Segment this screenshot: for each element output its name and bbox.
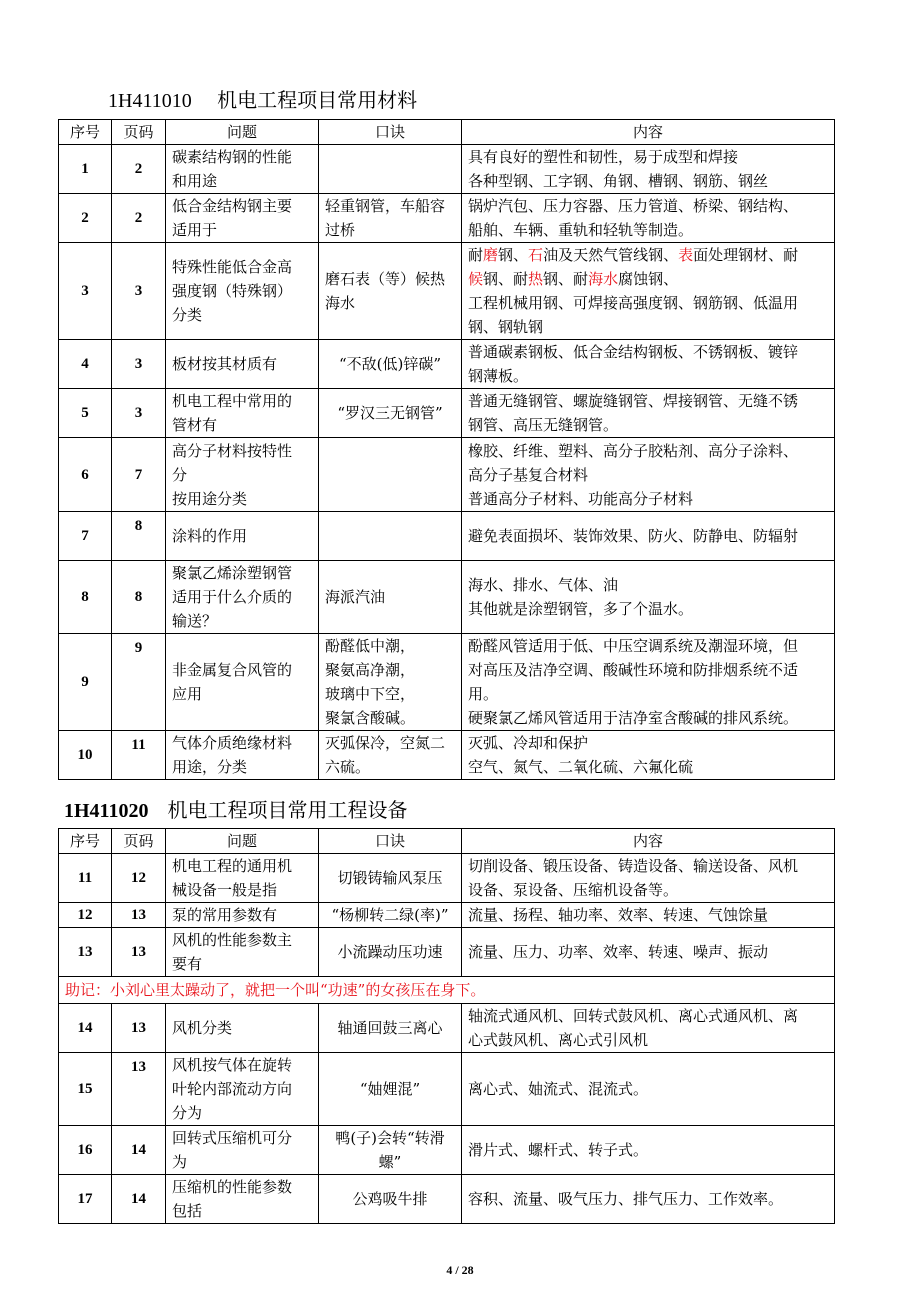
cell-line: “杨柳转二绿(率)” xyxy=(331,906,449,924)
table-row xyxy=(59,731,835,780)
column-header: 序号 xyxy=(59,120,112,145)
cell-line: 切锻铸输风泵压 xyxy=(337,869,443,887)
content-cell xyxy=(462,512,835,561)
cell-line xyxy=(468,267,828,291)
cell-line: 心式鼓风机、离心式引风机 xyxy=(468,1031,649,1049)
section-name: 机电工程项目常用材料 xyxy=(217,88,418,112)
row-number: 7 xyxy=(59,512,112,561)
cell-line: 回转式压缩机可分 xyxy=(172,1129,293,1147)
question-cell xyxy=(166,1175,319,1224)
page-ref: 14 xyxy=(112,1175,166,1224)
section-code: 1H411020 xyxy=(64,800,149,822)
cell-line: 硬聚氯乙烯风管适用于洁净室含酸碱的排风系统。 xyxy=(468,709,799,727)
column-header: 口诀 xyxy=(319,829,462,854)
text-span: 面处理钢材、耐 xyxy=(693,246,799,264)
content-cell xyxy=(462,389,835,438)
table-header xyxy=(59,829,835,854)
cell-line: 为 xyxy=(172,1153,188,1171)
mnemonic-cell xyxy=(319,194,462,243)
row-number: 13 xyxy=(59,928,112,977)
table-row xyxy=(59,438,835,512)
cell-line: 输送？ xyxy=(172,612,218,630)
cell-line: 避免表面损坏、装饰效果、防火、防静电、防辐射 xyxy=(468,527,799,545)
cell-line: 涂料的作用 xyxy=(172,527,248,545)
cell-line: 六硫。 xyxy=(325,758,371,776)
cell-line: 滑片式、螺杆式、转子式。 xyxy=(468,1141,649,1159)
memo-note: 助记：小刘心里太躁动了，就把一个叫“功速”的女孩压在身下。 xyxy=(59,977,835,1004)
cell-line: 玻璃中下空， xyxy=(325,685,416,703)
content-cell xyxy=(462,854,835,903)
cell-line: 流量、扬程、轴功率、效率、转速、气蚀馀量 xyxy=(468,906,769,924)
column-header: 页码 xyxy=(112,120,166,145)
content-cell xyxy=(462,634,835,731)
row-number: 1 xyxy=(59,145,112,194)
table-header xyxy=(59,120,835,145)
table-row xyxy=(59,145,835,194)
table-row xyxy=(59,1053,835,1126)
cell-line: 压缩机的性能参数 xyxy=(172,1178,293,1196)
cell-line: 磨石表（等）候热 xyxy=(325,270,446,288)
cell-line: 钢薄板。 xyxy=(468,367,529,385)
page-ref: 13 xyxy=(112,928,166,977)
cell-line: 应用 xyxy=(172,685,203,703)
table-row xyxy=(59,634,835,731)
mnemonic-cell xyxy=(319,389,462,438)
cell-line: 其他就是涂塑钢管，多了个温水。 xyxy=(468,600,694,618)
cell-line: 风机分类 xyxy=(172,1019,233,1037)
row-number: 3 xyxy=(59,243,112,340)
mnemonic-cell xyxy=(319,1126,462,1175)
cell-line: 流量、压力、功率、效率、转速、噪声、振动 xyxy=(468,943,769,961)
row-number: 14 xyxy=(59,1004,112,1053)
cell-line: 碳素结构钢的性能 xyxy=(172,148,293,166)
content-cell xyxy=(462,928,835,977)
cell-line: 钢、钢轨钢 xyxy=(468,318,544,336)
row-number: 2 xyxy=(59,194,112,243)
cell-line: 灭弧、冷却和保护 xyxy=(468,734,589,752)
content-cell xyxy=(462,731,835,780)
cell-line: 过桥 xyxy=(325,221,356,239)
question-cell xyxy=(166,340,319,389)
mnemonic-cell xyxy=(319,512,462,561)
cell-line: 分为 xyxy=(172,1104,203,1122)
cell-line: 海水 xyxy=(325,294,356,312)
cell-line: 用。 xyxy=(468,685,499,703)
cell-line: 适用于什么介质的 xyxy=(172,588,293,606)
column-header: 序号 xyxy=(59,829,112,854)
cell-line: 强度钢（特殊钢） xyxy=(172,282,293,300)
question-cell xyxy=(166,1053,319,1126)
cell-line: 管材有 xyxy=(172,416,218,434)
row-number: 5 xyxy=(59,389,112,438)
materials-table xyxy=(58,119,835,780)
question-cell xyxy=(166,928,319,977)
section-title-materials xyxy=(108,84,417,113)
question-cell xyxy=(166,194,319,243)
cell-line: 螺” xyxy=(378,1153,402,1171)
cell-line: 适用于 xyxy=(172,221,218,239)
highlight-char: 磨 xyxy=(483,246,499,264)
cell-line: 特殊性能低合金高 xyxy=(172,258,293,276)
row-number: 10 xyxy=(59,731,112,780)
cell-line: 风机按气体在旋转 xyxy=(172,1056,293,1074)
cell-line: 机电工程的通用机 xyxy=(172,857,293,875)
page-ref: 14 xyxy=(112,1126,166,1175)
cell-line: 切削设备、锻压设备、铸造设备、输送设备、风机 xyxy=(468,857,799,875)
mnemonic-cell xyxy=(319,903,462,928)
content-cell xyxy=(462,194,835,243)
row-number: 16 xyxy=(59,1126,112,1175)
cell-line: 普通碳素钢板、低合金结构钢板、不锈钢板、镀锌 xyxy=(468,343,799,361)
question-cell xyxy=(166,561,319,634)
content-cell xyxy=(462,340,835,389)
cell-line: 板材按其材质有 xyxy=(172,355,278,373)
cell-line: 各种型钢、工字钢、角钢、槽钢、钢筋、钢丝 xyxy=(468,172,769,190)
mnemonic-cell xyxy=(319,145,462,194)
question-cell xyxy=(166,438,319,512)
page-ref: 8 xyxy=(112,561,166,634)
page-ref: 3 xyxy=(112,389,166,438)
row-number: 4 xyxy=(59,340,112,389)
highlight-char: 石 xyxy=(528,246,544,264)
mnemonic-cell xyxy=(319,340,462,389)
cell-line: 酚醛风管适用于低、中压空调系统及潮湿环境，但 xyxy=(468,637,799,655)
cell-line: 设备、泵设备、压缩机设备等。 xyxy=(468,881,679,899)
cell-line: 聚氨高净潮， xyxy=(325,661,416,679)
cell-line: 用途，分类 xyxy=(172,758,248,776)
content-cell xyxy=(462,1004,835,1053)
table-row xyxy=(59,1126,835,1175)
table-row xyxy=(59,928,835,977)
section-name: 机电工程项目常用工程设备 xyxy=(167,798,408,822)
question-cell xyxy=(166,903,319,928)
text-span: 耐 xyxy=(468,246,484,264)
cell-line xyxy=(468,243,828,267)
cell-line: 具有良好的塑性和韧性，易于成型和焊接 xyxy=(468,148,739,166)
column-header: 口诀 xyxy=(319,120,462,145)
cell-line: “妯娌混” xyxy=(359,1080,421,1098)
row-number: 6 xyxy=(59,438,112,512)
section-code: 1H411010 xyxy=(108,90,192,112)
cell-line: 机电工程中常用的 xyxy=(172,392,293,410)
cell-line: 酚醛低中潮， xyxy=(325,637,416,655)
page-ref: 3 xyxy=(112,243,166,340)
column-header: 问题 xyxy=(166,829,319,854)
mnemonic-cell xyxy=(319,438,462,512)
highlight-char: 表 xyxy=(678,246,694,264)
page-ref: 2 xyxy=(112,145,166,194)
cell-line: 气体介质绝缘材料 xyxy=(172,734,293,752)
row-number: 8 xyxy=(59,561,112,634)
cell-line: 分类 xyxy=(172,306,203,324)
mnemonic-cell xyxy=(319,928,462,977)
highlight-char: 海水 xyxy=(588,270,619,288)
cell-line: 聚氯含酸碱。 xyxy=(325,709,416,727)
cell-line: 工程机械用钢、可焊接高强度钢、钢筋钢、低温用 xyxy=(468,294,799,312)
cell-line: 对高压及洁净空调、酸碱性环境和防排烟系统不适 xyxy=(468,661,799,679)
highlight-char: 候 xyxy=(468,270,484,288)
cell-line: 小流躁动压功速 xyxy=(337,943,443,961)
page-ref: 9 xyxy=(112,634,166,731)
table-row xyxy=(59,340,835,389)
content-cell xyxy=(462,243,835,340)
cell-line: 灭弧保冷，空氮二 xyxy=(325,734,446,752)
memo-row xyxy=(59,977,835,1004)
question-cell xyxy=(166,634,319,731)
mnemonic-cell xyxy=(319,1175,462,1224)
table-row xyxy=(59,194,835,243)
column-header: 内容 xyxy=(462,829,835,854)
table-row xyxy=(59,561,835,634)
cell-line: 高分子基复合材料 xyxy=(468,465,589,484)
cell-line: 轻重钢管，车船容 xyxy=(325,197,446,215)
cell-line: 按用途分类 xyxy=(172,489,248,508)
cell-line: 离心式、妯流式、混流式。 xyxy=(468,1080,649,1098)
row-number: 12 xyxy=(59,903,112,928)
page-ref: 3 xyxy=(112,340,166,389)
column-header: 问题 xyxy=(166,120,319,145)
row-number: 17 xyxy=(59,1175,112,1224)
cell-line: 锅炉汽包、压力容器、压力管道、桥梁、钢结构、 xyxy=(468,197,799,215)
page-ref: 8 xyxy=(112,512,166,561)
cell-line: 聚氯乙烯涂塑钢管 xyxy=(172,564,293,582)
cell-line: 钢管、高压无缝钢管。 xyxy=(468,416,619,434)
row-number: 15 xyxy=(59,1053,112,1126)
cell-line: “罗汉三无钢管” xyxy=(337,404,443,422)
table-row xyxy=(59,1175,835,1224)
cell-line: 械设备一般是指 xyxy=(172,881,278,899)
question-cell xyxy=(166,854,319,903)
table-row xyxy=(59,1004,835,1053)
question-cell xyxy=(166,1004,319,1053)
page-ref: 13 xyxy=(112,1004,166,1053)
cell-line: 低合金结构钢主要 xyxy=(172,197,293,215)
question-cell xyxy=(166,145,319,194)
cell-line: 风机的性能参数主 xyxy=(172,931,293,949)
content-cell xyxy=(462,903,835,928)
row-number: 11 xyxy=(59,854,112,903)
mnemonic-cell xyxy=(319,1053,462,1126)
table-row xyxy=(59,512,835,561)
cell-line: 鸭(子)会转“转滑 xyxy=(335,1129,445,1147)
question-cell xyxy=(166,389,319,438)
mnemonic-cell xyxy=(319,731,462,780)
mnemonic-cell xyxy=(319,243,462,340)
text-span: 腐蚀钢、 xyxy=(618,270,679,288)
mnemonic-cell xyxy=(319,561,462,634)
cell-line: 海派汽油 xyxy=(325,588,386,606)
cell-line: 普通高分子材料、功能高分子材料 xyxy=(468,489,694,508)
row-number: 9 xyxy=(59,634,112,731)
page-ref: 12 xyxy=(112,854,166,903)
content-cell xyxy=(462,561,835,634)
table-row xyxy=(59,389,835,438)
cell-line: 叶轮内部流动方向 xyxy=(172,1080,293,1098)
page-ref: 13 xyxy=(112,1053,166,1126)
cell-line: 轴流式通风机、回转式鼓风机、离心式通风机、离 xyxy=(468,1007,799,1025)
question-cell xyxy=(166,512,319,561)
mnemonic-cell xyxy=(319,1004,462,1053)
cell-line: 空气、氮气、二氧化硫、六氟化硫 xyxy=(468,758,694,776)
cell-line: 船舶、车辆、重轨和轻轨等制造。 xyxy=(468,221,694,239)
table-row xyxy=(59,903,835,928)
cell-line: 公鸡吸牛排 xyxy=(352,1190,428,1208)
text-span: 钢、 xyxy=(498,246,529,264)
page-number: 4 / 28 xyxy=(446,1263,474,1277)
column-header: 页码 xyxy=(112,829,166,854)
mnemonic-cell xyxy=(319,854,462,903)
question-cell xyxy=(166,243,319,340)
table-row xyxy=(59,854,835,903)
page-ref: 7 xyxy=(112,438,166,512)
page-ref: 13 xyxy=(112,903,166,928)
cell-line: 海水、排水、气体、油 xyxy=(468,576,619,594)
page-ref: 2 xyxy=(112,194,166,243)
cell-line: 橡胶、纤维、塑料、高分子胶粘剂、高分子涂料、 xyxy=(468,441,799,460)
cell-line: 非金属复合风管的 xyxy=(172,661,293,679)
text-span: 钢、耐 xyxy=(483,270,529,288)
equipment-table xyxy=(58,828,835,1224)
table-row xyxy=(59,243,835,340)
cell-line: 分 xyxy=(172,465,188,484)
question-cell xyxy=(166,1126,319,1175)
text-span: 钢、耐 xyxy=(543,270,589,288)
cell-line: 和用途 xyxy=(172,172,218,190)
cell-line: “不敌(低)锌碳” xyxy=(338,355,442,373)
cell-line: 高分子材料按特性 xyxy=(172,441,293,460)
content-cell xyxy=(462,145,835,194)
text-span: 油及天然气管线钢、 xyxy=(543,246,679,264)
cell-line: 包括 xyxy=(172,1202,203,1220)
cell-line: 普通无缝钢管、螺旋缝钢管、焊接钢管、无缝不锈 xyxy=(468,392,799,410)
content-cell xyxy=(462,1053,835,1126)
highlight-char: 热 xyxy=(528,270,544,288)
content-cell xyxy=(462,438,835,512)
cell-line: 泵的常用参数有 xyxy=(172,906,278,924)
cell-line: 容积、流量、吸气压力、排气压力、工作效率。 xyxy=(468,1190,784,1208)
column-header: 内容 xyxy=(462,120,835,145)
cell-line: 轴通回鼓三离心 xyxy=(337,1019,443,1037)
question-cell xyxy=(166,731,319,780)
mnemonic-cell xyxy=(319,634,462,731)
content-cell xyxy=(462,1175,835,1224)
cell-line: 要有 xyxy=(172,955,203,973)
content-cell xyxy=(462,1126,835,1175)
section-title-equipment xyxy=(64,794,408,823)
page-ref: 11 xyxy=(112,731,166,780)
